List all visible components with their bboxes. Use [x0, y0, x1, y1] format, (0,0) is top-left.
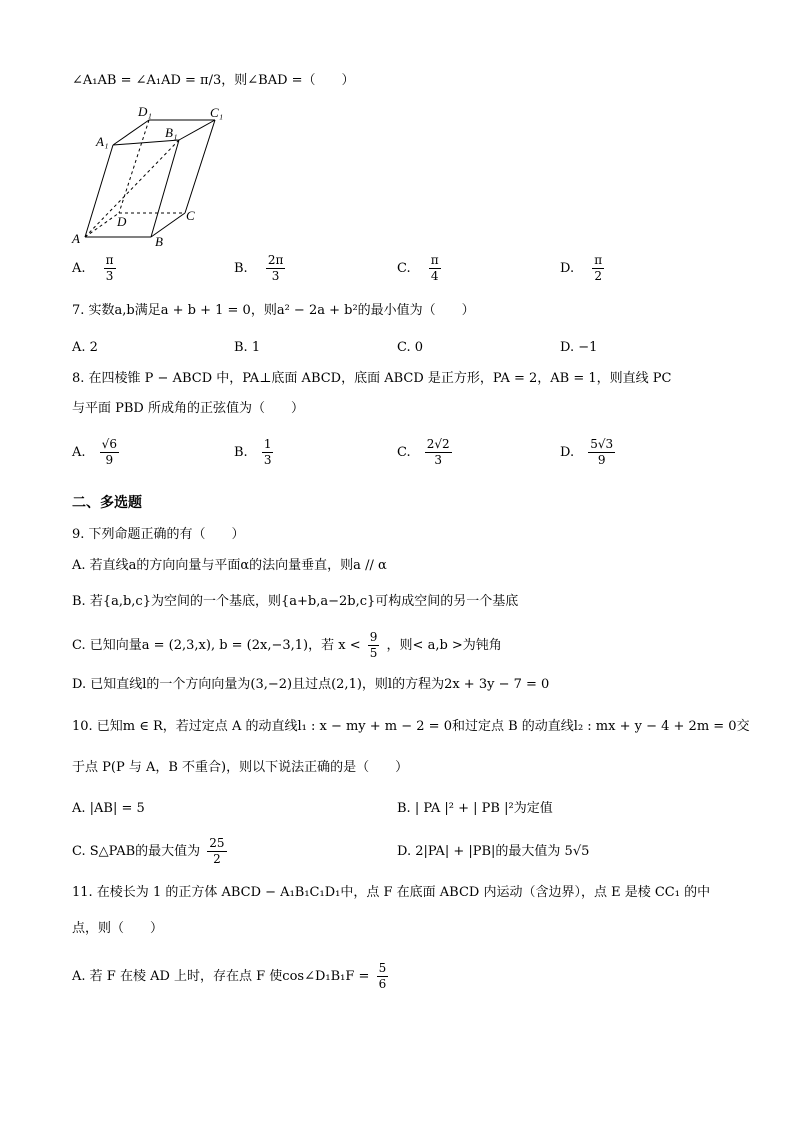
- q7-option-c[interactable]: C. 0: [397, 340, 424, 355]
- q8-option-c[interactable]: C. $\frac{2√2}{3}$: [397, 437, 450, 467]
- q9-option-b[interactable]: B. 若{a,b,c}为空间的一个基底，则{a+b,a−2b,c}可构成空间的另一个基底: [72, 594, 519, 609]
- q10-option-a[interactable]: A. |AB| = 5: [72, 801, 145, 816]
- parallelepiped-figure: [66, 100, 236, 248]
- q8-stem-line2: 与平面 PBD 所成角的正弦值为（ ）: [72, 401, 304, 416]
- vertex-label-b: B: [155, 234, 163, 248]
- q7-option-a[interactable]: A. 2: [72, 340, 98, 355]
- q7-option-d[interactable]: D. −1: [560, 340, 598, 355]
- q8-option-d[interactable]: D. $\frac{5√3}{9}$: [560, 437, 614, 467]
- vertex-label-c1: C₁: [210, 105, 224, 120]
- q6-option-d[interactable]: D. $\frac{\pi}{2}$: [560, 253, 603, 283]
- q10-option-b[interactable]: B. | PA |² + | PB |²为定值: [397, 801, 553, 816]
- vertex-label-a: A: [72, 231, 80, 246]
- q10-option-d[interactable]: D. 2|PA| + |PB|的最大值为 5√5: [397, 844, 590, 859]
- vertex-label-c: C: [186, 208, 195, 223]
- q6-option-c[interactable]: C. $\frac{\pi}{4}$: [397, 253, 439, 283]
- q11-stem-line1: 11. 在棱长为 1 的正方体 ABCD − A₁B₁C₁D₁中，点 F 在底面 ABCD 内运动（含边界），点 E 是棱 CC₁ 的中: [72, 885, 711, 900]
- vertex-label-a1: A₁: [96, 134, 109, 149]
- q10-stem-line1: 10. 已知m ∈ R，若过定点 A 的动直线l₁ : x − my + m − 2 = 0和过定点 B 的动直线l₂ : mx + y − 4 + 2m = 0交: [72, 719, 750, 734]
- q8-option-b[interactable]: B. $\frac{1}{3}$: [234, 437, 272, 467]
- vertex-label-b1: B₁: [165, 125, 178, 140]
- q9-stem: 9. 下列命题正确的有（ ）: [72, 527, 245, 542]
- q11-stem-line2: 点，则（ ）: [72, 921, 164, 936]
- q9-option-c[interactable]: C. 已知向量a = (2,3,x), b = (2x,−3,1)，若 x < $\frac{9}{5}$ ，则< a,b >为钝角: [72, 630, 502, 660]
- q9-option-d[interactable]: D. 已知直线l的一个方向向量为(3,−2)且过点(2,1)，则l的方程为2x + 3y − 7 = 0: [72, 677, 550, 692]
- q10-option-c[interactable]: C. S△PAB的最大值为 $\frac{25}{2}$: [72, 836, 225, 866]
- q7-stem: 7. 实数a,b满足a + b + 1 = 0，则a² − 2a + b²的最小值为（ ）: [72, 303, 475, 318]
- q8-option-a[interactable]: A. $\frac{√6}{9}$: [72, 437, 117, 467]
- q9-option-a[interactable]: A. 若直线a的方向向量与平面α的法向量垂直，则a // α: [72, 558, 387, 573]
- section-heading-multiple-choice: 二、多选题: [72, 495, 142, 511]
- q6-option-a[interactable]: A. $\frac{\pi}{3}$: [72, 253, 114, 283]
- q8-stem-line1: 8. 在四棱锥 P − ABCD 中，PA⊥底面 ABCD，底面 ABCD 是正方形，PA = 2，AB = 1，则直线 PC: [72, 371, 672, 386]
- q10-stem-line2: 于点 P(P 与 A，B 不重合)，则以下说法正确的是（ ）: [72, 760, 409, 775]
- q11-option-a[interactable]: A. 若 F 在棱 AD 上时，存在点 F 使cos∠D₁B₁F = $\frac{5}{6}$: [72, 961, 387, 991]
- q6-stem: ∠A₁AB = ∠A₁AD = π/3，则∠BAD =（ ）: [72, 73, 355, 88]
- q6-option-b[interactable]: B. $\frac{2\pi}{3}$: [234, 253, 284, 283]
- vertex-label-d1: D₁: [138, 104, 152, 119]
- q7-option-b[interactable]: B. 1: [234, 340, 261, 355]
- vertex-label-d: D: [117, 214, 127, 229]
